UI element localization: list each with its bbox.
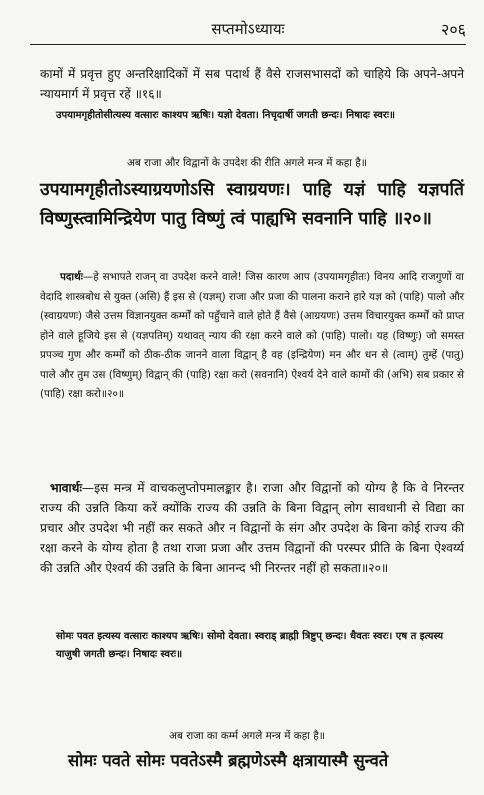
bhavartha-label: भावार्थः [50, 481, 82, 495]
page-number: २०६ [441, 20, 466, 39]
bhavartha-text: —इस मन्त्र में वाचकलुप्तोपमालङ्कार है। राजा और विद्वानों को योग्य है कि वे निरन्तर राज्य की उन्नति किया करें क्योंकि राज्य की उन्नति के बिना विद्वान् लोग सावधानी से विद्या का प्रचार और उपदेश भी नहीं कर सकते और न विद्वानों के संग और उपदेश के बिना कोई राज्य की रक्षा करने के योग्य होता है तथा राजा प्रजा और उत्तम विद्वानों की परस्पर प्रीति के बिना ऐश्वर्य्य की उन्नति और ऐश्वर्य की उन्नति के बिना आनन्द भी निरन्तर नहीं हो सकता॥२०॥ [40, 481, 464, 575]
mantra-intro-2: अब राजा का कर्म्म अगले मन्त्र में कहा है॥ [169, 730, 325, 742]
mantra-intro: अब राजा और विद्वानों के उपदेश की रीति अगले मन्त्र में कहा है॥ [126, 157, 367, 169]
padartha-label: पदार्थः [60, 271, 83, 283]
mantra-verse: उपयामगृहीतोऽस्याग्रयणोऽसि स्वाग्रयणः। पाहि यज्ञं पाहि यज्ञपतिं विष्णुस्त्वामिन्द्रियेण पातु विष्णुं त्वं पाह्यभि सवनानि पाहि ॥२०॥ [40, 180, 464, 229]
rishi-devata-note-2: सोमः पवत इत्यस्य वत्सारः काश्यप ऋषिः। सोमो देवता। स्वराड् ब्राह्मी त्रिष्टुप् छन्दः। धैवतः स्वरः। एष त इत्यस्य याजुषी जगती छन्दः। निषादः स्वरः॥ [56, 631, 444, 660]
chapter-title: सप्तमोऽध्यायः [211, 20, 285, 38]
top-paragraph: कामों में प्रवृत्त हुए अन्तरिक्षादिकों में सब पदार्थ हैं वैसे राजसभासदों को चाहिये कि अपने-अपने न्यायमार्ग में प्रवृत्त रहें ॥१६॥ [40, 67, 464, 101]
mantra-verse-2: सोमः पवते सोमः पवतेऽस्मै ब्रह्मणेऽस्मै क्षत्रायास्मै सुन्वते [68, 751, 389, 770]
header-rule [30, 44, 466, 45]
page-header [30, 16, 466, 42]
padartha-text: —हे सभापते राजन् वा उपदेश करने वाले! जिस कारण आप (उपयामगृहीतः) विनय आदि राजगुणों वा वेदादि शास्त्रबोध से युक्त (असि) हैं इस से (यज्ञम्) राजा और प्रजा की पालना कराने हारे यज्ञ को (पाहि) पालो और (स्वाग्रयणः) जैसे उत्तम विज्ञानयुक्त कर्म्मों को पहुँचाने वाले होते हैं वैसे (आग्रयणः) उत्तम विचारयुक्त कर्म्मों को प्राप्त होने वाले हूजिये इस से (यज्ञपतिम्) यथावत् न्याय की रक्षा करने वाले को (पाहि) पालो। यह (विष्णुः) जो समस्त प्रपञ्च गुण और कर्म्मों को ठीक-ठीक जानने वाला विद्वान् है वह (इन्द्रियेण) मन और धन से (त्वाम्) तुम्हें (पातु) पाले और तुम उस (विष्णुम्) विद्वान् की (पाहि) रक्षा करो (सवनानि) ऐश्वर्य देने वाले कामों की (अभि) सब प्रकार से (पाहि) रक्षा करो॥२०॥ [40, 271, 464, 400]
padartha-paragraph [40, 268, 464, 405]
bhavartha-paragraph [40, 478, 464, 578]
rishi-devata-note: उपयामगृहीतोसीत्यस्य वत्सारः काश्यप ऋषिः। यज्ञो देवता। निचृदार्षी जगती छन्दः। निषादः स्वरः॥ [56, 110, 395, 121]
